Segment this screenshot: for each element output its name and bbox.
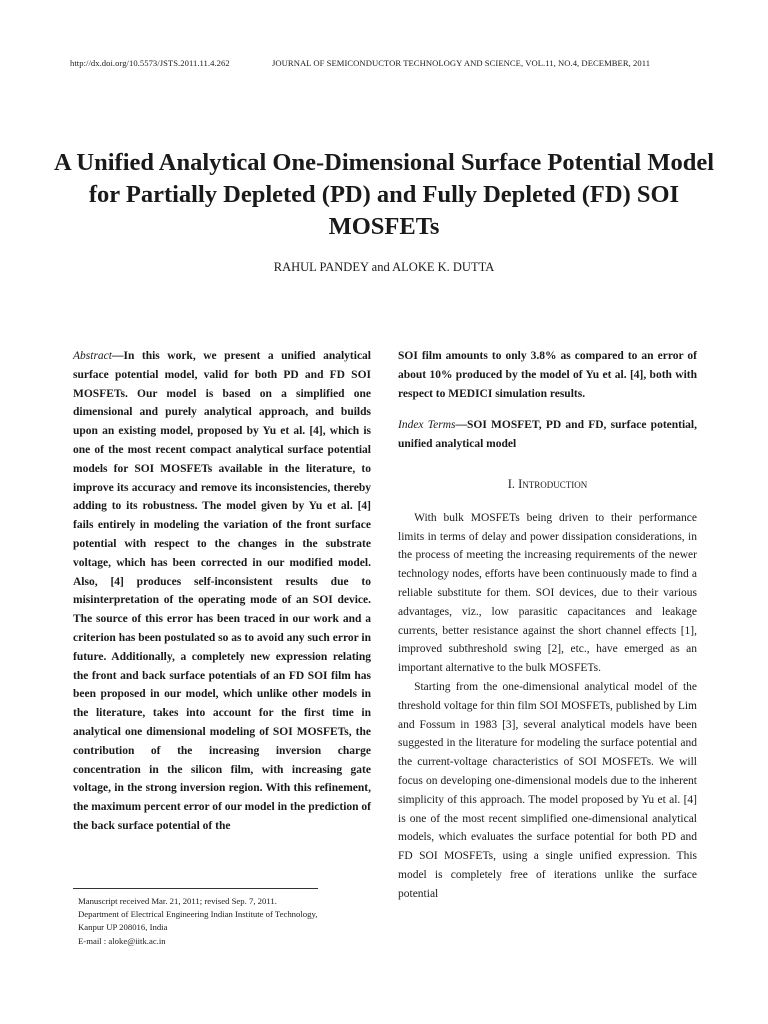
journal-citation: JOURNAL OF SEMICONDUCTOR TECHNOLOGY AND SCIENCE, VOL.11, NO.4, DECEMBER, 2011 [272, 58, 651, 68]
intro-paragraph-1: With bulk MOSFETs being driven to their performance limits in terms of delay and power dissipation considerations, in the process of meeting the increasing requirements of the newer technology nodes, efforts have been continuously made to find a reliable substitute for them. SOI devices, due to their various advantages, viz., low parasitic capacitances and leakage currents, better resistance against the short channel effects [1], improved subthreshold swing [2], etc., have emerged as an important alternative to the bulk MOSFETs. [398, 511, 697, 675]
left-column [73, 347, 371, 836]
abstract-lead: Abstract [73, 350, 112, 362]
abstract-text: —In this work, we present a unified analytical surface potential model, valid for both PD and FD SOI MOSFETs. Our model is based on a simplified one dimensional and purely analytical approach, and builds upon an existing model, proposed by Yu et al. [4], which is one of the most recent compact analytical surface potential models for SOI MOSFETs available in the literature, to improve its accuracy and remove its inconsistencies, thereby adding to its robustness. The model given by Yu et al. [4] fails entirely in modeling the variation of the front surface potential with respect to the changes in the substrate voltage, which has been corrected in our modified model. Also, [4] produces self-inconsistent results due to misinterpretation of the operating mode of an SOI device. The source of this error has been traced in our work and a criterion has been postulated so as to avoid any such error in future. Additionally, a completely new expression relating the front and back surface potentials of an FD SOI film has been proposed in our model, which unlike other models in the literature, takes into account for the first time in analytical one dimensional modeling of SOI MOSFETs, the contribution of the increasing inversion charge concentration in the silicon film, with increasing gate voltage, in the strong inversion region. With this refinement, the maximum percent error of our model in the prediction of the back surface potential of the [73, 350, 371, 832]
paper-title: A Unified Analytical One-Dimensional Surface Potential Model for Partially Depleted (PD) and Fully Depleted (FD) SOI MOSFETs [53, 149, 715, 240]
section-heading: I. Introduction [507, 476, 588, 491]
doi-link[interactable]: http://dx.doi.org/10.5573/JSTS.2011.11.4.262 [70, 58, 230, 68]
author-list: RAHUL PANDEY and ALOKE K. DUTTA [273, 260, 495, 274]
index-terms [398, 416, 697, 454]
footnote-affiliation: Department of Electrical Engineering Indian Institute of Technology, [78, 909, 318, 920]
abstract [73, 347, 371, 836]
footnote-manuscript: Manuscript received Mar. 21, 2011; revised Sep. 7, 2011. [78, 896, 277, 906]
index-terms-text: —SOI MOSFET, PD and FD, surface potential, unified analytical model [398, 419, 697, 451]
abstract-continuation: SOI film amounts to only 3.8% as compared to an error of about 10% produced by the model of Yu et al. [4], both with respect to MEDICI simulation results. [398, 350, 697, 400]
index-terms-lead: Index Terms [398, 419, 456, 432]
footnote-divider [73, 888, 318, 889]
footnote-email[interactable]: E-mail : aloke@iitk.ac.in [78, 935, 166, 946]
footnotes [78, 895, 378, 948]
right-column [398, 347, 697, 904]
intro-paragraph-2: Starting from the one-dimensional analytical model of the threshold voltage for thin film SOI MOSFETs, published by Lim and Fossum in 1983 [3], several analytical models have been suggested in the literature for modeling the surface potential and the current-voltage characteristics of SOI MOSFETs. We will focus on developing one-dimensional models due to the inherent simplicity of this approach. The model proposed by Yu et al. [4] is one of the most recent simplified one-dimensional analytical models, which evaluates the surface potential for both PD and FD SOI MOSFETs, using a single unified expression. This model is completely free of iterations unlike the surface potential [398, 680, 697, 900]
footnote-address: Kanpur UP 208016, India [78, 922, 168, 933]
